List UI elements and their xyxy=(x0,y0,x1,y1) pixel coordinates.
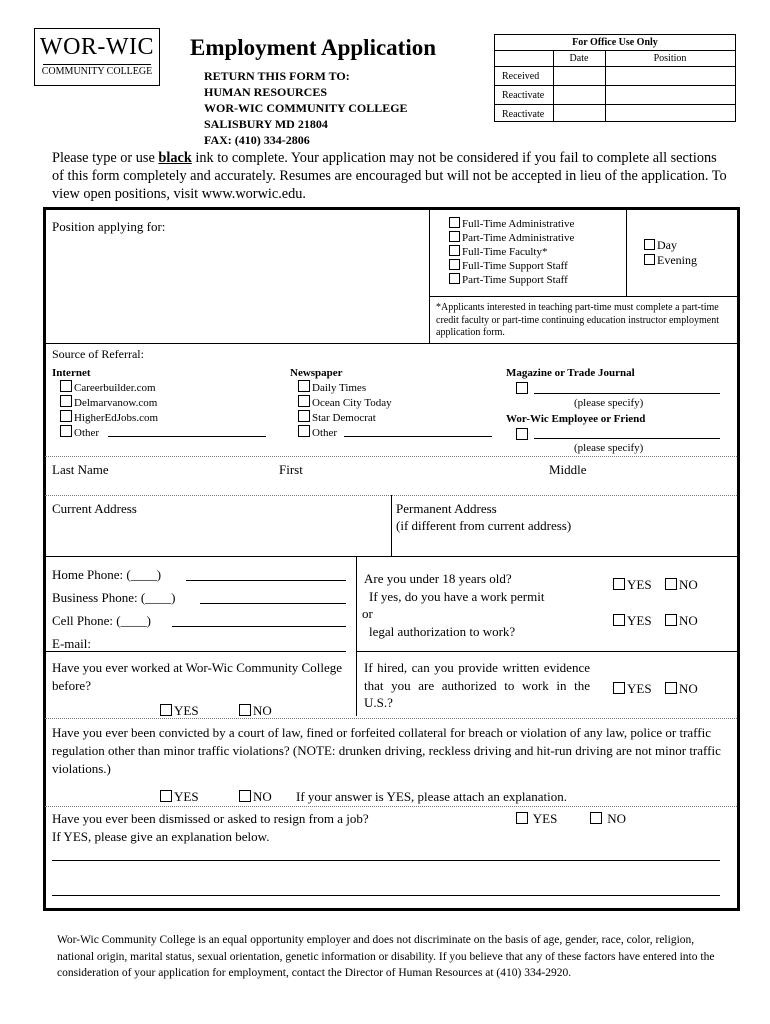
position-label: Position applying for: xyxy=(52,219,166,234)
checkbox[interactable] xyxy=(298,425,310,437)
office-col-date: Date xyxy=(569,53,589,64)
checkbox[interactable] xyxy=(665,614,677,626)
checkbox[interactable] xyxy=(60,395,72,407)
internet-other-field[interactable] xyxy=(108,436,266,437)
home-phone-field[interactable] xyxy=(186,580,346,581)
dismissed-no[interactable]: NO xyxy=(590,811,626,826)
referral-option[interactable]: Delmarvanow.com xyxy=(60,395,158,410)
checkbox[interactable] xyxy=(590,812,602,824)
magazine-checkbox[interactable] xyxy=(516,382,528,394)
office-row-received: Received xyxy=(502,71,540,82)
email-label: E-mail: xyxy=(52,636,91,651)
magazine-specify: (please specify) xyxy=(574,397,644,409)
instructions-pre: Please type or use xyxy=(52,150,159,166)
logo-divider xyxy=(43,64,151,65)
referral-label: Source of Referral: xyxy=(52,347,144,361)
worked-before-no[interactable]: NO xyxy=(239,703,272,718)
eeo-statement: Wor-Wic Community College is an equal opportunity employer and does not discriminate on the basis of age, gender, race, color, religion, national origin, marital status, sexual orientation, genetic information or disability. If you believe that any of these factors have entered into the consideration of your application for employment, contact the Director of Human Resources at (410) 334-2920. xyxy=(57,934,715,979)
checkbox[interactable] xyxy=(449,217,460,228)
checkbox[interactable] xyxy=(613,578,625,590)
checkbox[interactable] xyxy=(449,259,460,270)
referral-option[interactable]: Ocean City Today xyxy=(298,395,392,410)
checkbox[interactable] xyxy=(160,704,172,716)
referral-newspaper xyxy=(290,366,392,440)
checkbox[interactable] xyxy=(516,812,528,824)
checkbox[interactable] xyxy=(613,682,625,694)
logo-name: WOR-WIC xyxy=(39,34,155,60)
checkbox[interactable] xyxy=(60,380,72,392)
position-type-option[interactable]: Part-Time Support Staff xyxy=(449,273,574,287)
office-use-table xyxy=(494,34,736,122)
office-col-position: Position xyxy=(653,53,687,64)
newspaper-heading: Newspaper xyxy=(290,367,343,379)
checkbox[interactable] xyxy=(449,245,460,256)
position-time-option[interactable]: Evening xyxy=(644,253,697,268)
home-phone-label: Home Phone: (____) xyxy=(52,567,162,582)
permit-question-cont: legal authorization to work? xyxy=(369,624,516,639)
referral-option[interactable]: HigherEdJobs.com xyxy=(60,410,158,425)
last-name-label: Last Name xyxy=(52,462,109,477)
office-row-reactivate: Reactivate xyxy=(502,109,545,120)
magazine-heading: Magazine or Trade Journal xyxy=(506,367,635,379)
dismissed-yes[interactable]: YES xyxy=(516,811,557,826)
instructions-black: black xyxy=(158,150,192,166)
employee-heading: Wor-Wic Employee or Friend xyxy=(506,413,646,425)
referral-option[interactable]: Star Democrat xyxy=(298,410,392,425)
office-row-reactivate: Reactivate xyxy=(502,90,545,101)
employee-specify: (please specify) xyxy=(574,442,644,454)
dismissed-question: Have you ever been dismissed or asked to resign from a job? xyxy=(52,811,369,826)
faculty-note: *Applicants interested in teaching part-time must complete a part-time credit faculty or part-time continuing education instructor employment application form. xyxy=(436,302,719,338)
referral-option[interactable]: Daily Times xyxy=(298,380,392,395)
position-time-option[interactable]: Day xyxy=(644,238,697,253)
position-type-option[interactable]: Full-Time Support Staff xyxy=(449,259,574,273)
position-type-option[interactable]: Part-Time Administrative xyxy=(449,231,574,245)
position-type-option[interactable]: Full-Time Faculty* xyxy=(449,245,574,259)
explanation-line[interactable] xyxy=(52,860,720,861)
instructions xyxy=(52,149,728,203)
checkbox[interactable] xyxy=(298,380,310,392)
first-name-label: First xyxy=(279,462,303,477)
worked-before-question: Have you ever worked at Wor-Wic Community College before? xyxy=(52,660,342,693)
evidence-yes[interactable]: YES xyxy=(613,681,652,696)
checkbox[interactable] xyxy=(644,239,655,250)
checkbox[interactable] xyxy=(665,578,677,590)
email-field[interactable] xyxy=(45,651,346,652)
internet-heading: Internet xyxy=(52,367,91,379)
checkbox[interactable] xyxy=(298,410,310,422)
return-line: SALISBURY MD 21804 xyxy=(204,117,328,131)
cell-phone-label: Cell Phone: (____) xyxy=(52,613,151,628)
under18-question: Are you under 18 years old? xyxy=(364,571,512,586)
evidence-no[interactable]: NO xyxy=(665,681,698,696)
checkbox[interactable] xyxy=(239,704,251,716)
instructions-post: ink to complete. Your application may not be considered if you fail to complete all sections of this form completely and accurately. Resumes are encouraged but will not be accepted in lieu of the application. To view open positions, visit www.worwic.edu. xyxy=(52,150,727,202)
checkbox[interactable] xyxy=(239,790,251,802)
explanation-line[interactable] xyxy=(52,895,720,896)
under18-yes[interactable]: YES xyxy=(613,577,652,592)
checkbox[interactable] xyxy=(613,614,625,626)
position-type-option[interactable]: Full-Time Administrative xyxy=(449,217,574,231)
return-line: FAX: (410) 334-2806 xyxy=(204,133,310,147)
convicted-yes[interactable]: YES xyxy=(160,789,199,804)
magazine-field[interactable] xyxy=(534,393,720,394)
logo-subtitle: COMMUNITY COLLEGE xyxy=(41,66,153,77)
current-address-label: Current Address xyxy=(52,501,137,516)
checkbox[interactable] xyxy=(298,395,310,407)
college-logo xyxy=(34,28,160,86)
newspaper-other-field[interactable] xyxy=(344,436,492,437)
referral-option[interactable]: Careerbuilder.com xyxy=(60,380,158,395)
position-type-list xyxy=(449,217,574,287)
office-use-title: For Office Use Only xyxy=(572,37,658,48)
return-line: WOR-WIC COMMUNITY COLLEGE xyxy=(204,101,408,115)
permanent-address-label: Permanent Address xyxy=(396,501,497,516)
page-title: Employment Application xyxy=(190,35,437,60)
referral-option[interactable]: Other xyxy=(60,425,158,440)
checkbox[interactable] xyxy=(644,254,655,265)
under18-no[interactable]: NO xyxy=(665,577,698,592)
checkbox[interactable] xyxy=(449,273,460,284)
checkbox[interactable] xyxy=(60,425,72,437)
referral-option[interactable]: Other xyxy=(298,425,392,440)
permit-or: or xyxy=(362,606,373,621)
referral-internet xyxy=(52,366,158,440)
checkbox[interactable] xyxy=(60,410,72,422)
convicted-attach-note: If your answer is YES, please attach an explanation. xyxy=(296,789,567,804)
return-line: HUMAN RESOURCES xyxy=(204,85,328,99)
permit-question: If yes, do you have a work permit xyxy=(369,589,545,604)
business-phone-label: Business Phone: (____) xyxy=(52,590,176,605)
cell-phone-field[interactable] xyxy=(172,626,346,627)
permanent-address-note: (if different from current address) xyxy=(396,518,572,533)
convicted-question: Have you ever been convicted by a court of law, fined or forfeited collateral for breach or violation of any law, police or traffic regulation other than minor traffic violations? (NOTE: drunken driving, reckless driving and hit-run driving are not minor traffic violations.) xyxy=(52,725,721,776)
return-address xyxy=(204,68,408,148)
employee-checkbox[interactable] xyxy=(516,428,528,440)
permit-no[interactable]: NO xyxy=(665,613,698,628)
dismissed-explain-label: If YES, please give an explanation below. xyxy=(52,829,270,844)
checkbox[interactable] xyxy=(160,790,172,802)
business-phone-field[interactable] xyxy=(200,603,346,604)
position-time-list xyxy=(644,238,697,267)
checkbox[interactable] xyxy=(449,231,460,242)
evidence-question: If hired, can you provide written evidence that you are authorized to work in the U.S.? xyxy=(364,660,590,710)
middle-name-label: Middle xyxy=(549,462,587,477)
permit-yes[interactable]: YES xyxy=(613,613,652,628)
return-label: RETURN THIS FORM TO: xyxy=(204,69,350,83)
convicted-no[interactable]: NO xyxy=(239,789,272,804)
checkbox[interactable] xyxy=(665,682,677,694)
worked-before-yes[interactable]: YES xyxy=(160,703,199,718)
employee-field[interactable] xyxy=(534,438,720,439)
